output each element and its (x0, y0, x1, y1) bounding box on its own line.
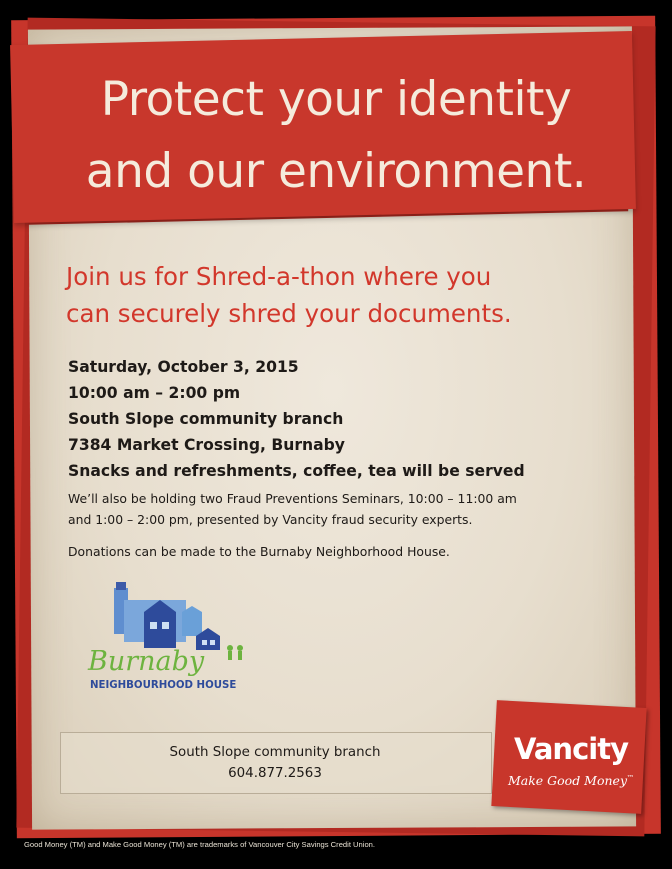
logo-building-right (182, 606, 202, 636)
logo-window (210, 640, 215, 645)
headline-line-2: and our environment. (85, 144, 587, 199)
vancity-tagline (506, 770, 636, 789)
headline-line-1: Protect your identity (100, 72, 572, 127)
trademark-mark: ™ (627, 774, 635, 782)
logo-window (202, 640, 207, 645)
seminar-line-2: and 1:00 – 2:00 pm, presented by Vancity fraud security experts. (68, 512, 473, 527)
subheadline-line-1: Join us for Shred-a-thon where you (66, 262, 492, 291)
vancity-tagline-text: Make Good Money (507, 773, 628, 789)
logo-window (162, 622, 169, 629)
seminar-info (68, 488, 628, 530)
seminar-line-1: We’ll also be holding two Fraud Preventions Seminars, 10:00 – 11:00 am (68, 491, 517, 506)
logo-figure-body (238, 651, 242, 660)
event-branch: South Slope community branch (68, 410, 344, 428)
logo-tower-top (116, 582, 126, 590)
event-address: 7384 Market Crossing, Burnaby (68, 436, 345, 454)
contact-branch: South Slope community branch (169, 745, 381, 760)
logo-subtitle: NEIGHBOURHOOD HOUSE (90, 680, 237, 691)
subheadline-line-2: can securely shred your documents. (66, 299, 512, 328)
logo-figure (237, 645, 243, 651)
trademark-footer: Good Money (TM) and Make Good Money (TM) are trademarks of Vancouver City Savings Credit Union. (24, 840, 375, 849)
vancity-wordmark: Vancity (514, 732, 628, 766)
contact-info (60, 742, 490, 784)
event-date: Saturday, October 3, 2015 (68, 358, 299, 376)
logo-figure-body (228, 651, 232, 660)
contact-phone: 604.877.2563 (228, 766, 322, 781)
logo-wordmark: Burnaby (88, 646, 205, 677)
subheadline (66, 258, 626, 332)
event-refreshments: Snacks and refreshments, coffee, tea will be served (68, 462, 525, 480)
donation-info: Donations can be made to the Burnaby Neighborhood House. (68, 544, 450, 559)
headline (30, 64, 642, 208)
burnaby-neighbourhood-house-logo (84, 582, 256, 694)
logo-figure (227, 645, 233, 651)
logo-window (150, 622, 157, 629)
event-time: 10:00 am – 2:00 pm (68, 384, 241, 402)
event-details (68, 354, 628, 484)
